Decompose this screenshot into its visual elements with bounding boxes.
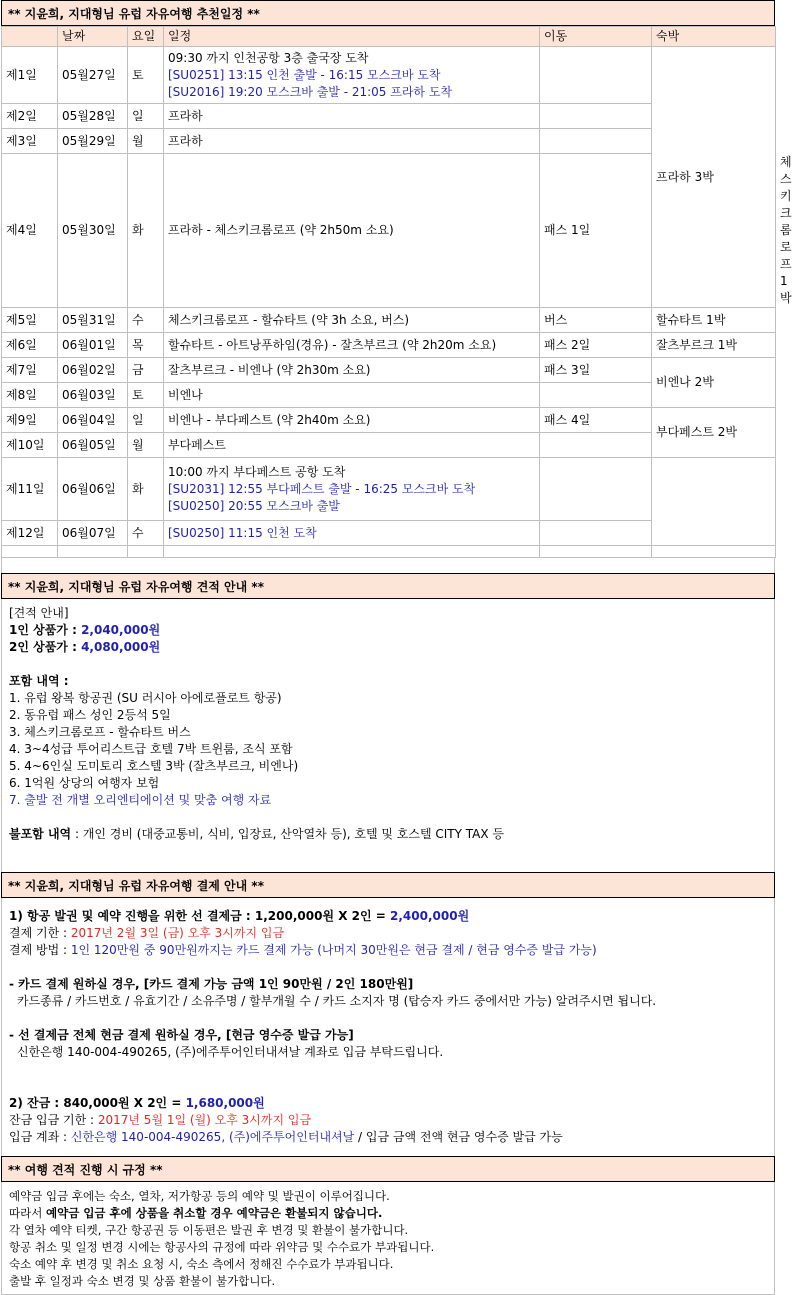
weekday-cell: 금 <box>128 358 164 383</box>
included-item: 6. 1억원 상당의 여행자 보험 <box>9 776 160 790</box>
itinerary-cell <box>164 308 540 333</box>
itinerary-cell <box>164 358 540 383</box>
rule-line: 각 열차 예약 티켓, 구간 항공권 등 이동편은 발권 후 변경 및 환불이 불가합니다. <box>9 1223 409 1237</box>
weekday-cell: 목 <box>128 333 164 358</box>
day-cell: 제9일 <box>2 408 58 433</box>
transport-cell: 버스 <box>540 308 652 333</box>
day-cell: 제11일 <box>2 458 58 521</box>
itinerary-line <box>168 481 535 498</box>
date-cell: 06월02일 <box>58 358 128 383</box>
transport-cell: 패스 1일 <box>540 154 652 308</box>
column-header: 숙박 <box>652 27 776 47</box>
itinerary-line: 부다페스트 <box>168 437 226 452</box>
card-payment-text: 카드종류 / 카드번호 / 유효기간 / 소유주명 / 할부개월 수 / 카드 소지자 명 (탑승자 카드 중에서만 가능) 알려주시면 됩니다. <box>17 994 657 1008</box>
column-header: 일정 <box>164 27 540 47</box>
itinerary-cell <box>164 521 540 546</box>
rules-section <box>1 1182 775 1295</box>
itinerary-line: 잘츠부르크 - 비엔나 (약 2h30m 소요) <box>168 362 371 377</box>
schedule-row <box>2 408 776 433</box>
spacer <box>1 558 775 573</box>
flight-code: [SU0250] <box>168 498 225 513</box>
empty-cell <box>164 546 540 558</box>
itinerary-line <box>168 525 535 542</box>
price-2: 2인 상품가 : 4,080,000원 <box>9 640 161 654</box>
payment-section <box>1 898 775 1156</box>
transport-cell: 패스 4일 <box>540 408 652 433</box>
weekday-cell: 토 <box>128 383 164 408</box>
day-cell: 제2일 <box>2 104 58 129</box>
included-item: 3. 체스키크롬로프 - 할슈타트 버스 <box>9 725 191 739</box>
weekday-cell: 월 <box>128 129 164 154</box>
date-cell: 06월01일 <box>58 333 128 358</box>
weekday-cell: 수 <box>128 521 164 546</box>
day-cell: 제1일 <box>2 47 58 104</box>
day-cell: 제3일 <box>2 129 58 154</box>
stay-cell: 비엔나 2박 <box>652 358 776 408</box>
quote-heading: [견적 안내] <box>9 606 69 620</box>
weekday-cell: 월 <box>128 433 164 458</box>
price-1: 1인 상품가 : 2,040,000원 <box>9 623 161 637</box>
included-item: 2. 동유럽 패스 성인 2등석 5일 <box>9 708 171 722</box>
itinerary-line <box>168 67 535 84</box>
rule-line: 출발 후 일정과 숙소 변경 및 상품 환불이 불가합니다. <box>9 1274 276 1288</box>
payment-deadline-2: 잔금 입금 기한 : 2017년 5월 1일 (월) 오후 3시까지 입금 <box>9 1113 312 1127</box>
stay-cell: 프라하 3박 <box>652 47 776 308</box>
day-cell: 제6일 <box>2 333 58 358</box>
itinerary-line <box>168 498 535 515</box>
cash-payment-title: - 선 결제금 전체 현금 결제 원하실 경우, [현금 영수증 발급 가능] <box>9 1028 354 1042</box>
transport-cell <box>540 104 652 129</box>
date-cell: 05월30일 <box>58 154 128 308</box>
itinerary-line: 프라하 <box>168 108 203 123</box>
date-cell: 06월06일 <box>58 458 128 521</box>
flight-code: [SU0251] <box>168 67 225 82</box>
transport-cell <box>540 433 652 458</box>
included-list <box>9 690 767 792</box>
itinerary-cell <box>164 47 540 104</box>
included-item: 5. 4~6인실 도미토리 호스텔 3박 (잘츠부르크, 비엔나) <box>9 759 299 773</box>
rule-line: 숙소 예약 후 변경 및 취소 요청 시, 숙소 측에서 정해진 수수료가 부과됩니다. <box>9 1257 394 1271</box>
schedule-table <box>1 26 792 558</box>
weekday-cell: 일 <box>128 104 164 129</box>
itinerary-line: 프라하 <box>168 133 203 148</box>
transport-cell <box>540 129 652 154</box>
payment-method: 결제 방법 : 1인 120만원 중 90만원까지는 카드 결제 가능 (나머지 30만원은 현금 결제 / 현금 영수증 발급 가능) <box>9 943 597 957</box>
transport-cell <box>540 383 652 408</box>
weekday-cell: 토 <box>128 47 164 104</box>
schedule-row <box>2 358 776 383</box>
itinerary-line: 비엔나 <box>168 387 203 402</box>
card-payment-title: - 카드 결제 원하실 경우, [카드 결제 가능 금액 1인 90만원 / 2인 180만원] <box>9 977 414 991</box>
transport-cell <box>540 47 652 104</box>
stay-cell: 부다페스트 2박 <box>652 408 776 458</box>
empty-cell <box>128 546 164 558</box>
date-cell: 06월03일 <box>58 383 128 408</box>
schedule-row <box>2 333 776 358</box>
day-cell: 제10일 <box>2 433 58 458</box>
schedule-header-row <box>2 27 776 47</box>
transport-cell: 패스 2일 <box>540 333 652 358</box>
itinerary-line: 할슈타트 - 아트낭푸하임(경유) - 잘츠부르크 (약 2h20m 소요) <box>168 337 497 352</box>
weekday-cell: 일 <box>128 408 164 433</box>
stay-cell <box>652 458 776 546</box>
transport-cell: 패스 3일 <box>540 358 652 383</box>
date-cell: 05월29일 <box>58 129 128 154</box>
cash-payment-text: 신한은행 140-004-490265, (주)에주투어인터내셔날 계좌로 입금 부탁드립니다. <box>17 1045 444 1059</box>
day-cell: 제8일 <box>2 383 58 408</box>
itinerary-line: 체스키크롬로프 - 할슈타트 (약 3h 소요, 버스) <box>168 312 410 327</box>
flight-detail: 11:15 인천 도착 <box>224 525 317 540</box>
stay-cell: 잘츠부르크 1박 <box>652 333 776 358</box>
rule-line: 따라서 예약금 입금 후에 상품을 취소할 경우 예약금은 환불되지 않습니다. <box>9 1206 383 1220</box>
weekday-cell: 화 <box>128 458 164 521</box>
itinerary-cell <box>164 408 540 433</box>
payment-step-2: 2) 잔금 : 840,000원 X 2인 = 1,680,000원 <box>9 1096 265 1110</box>
quote-title: ** 지윤희, 지대형님 유럽 자유여행 견적 안내 ** <box>1 573 775 599</box>
date-cell: 05월28일 <box>58 104 128 129</box>
document <box>1 0 792 1295</box>
weekday-cell: 수 <box>128 308 164 333</box>
itinerary-line: 09:30 까지 인천공항 3층 출국장 도착 <box>168 50 369 65</box>
day-cell: 제5일 <box>2 308 58 333</box>
itinerary-cell <box>164 154 540 308</box>
itinerary-cell <box>164 104 540 129</box>
included-title: 포함 내역 : <box>9 674 69 688</box>
schedule-row <box>2 47 776 104</box>
empty-cell <box>2 546 58 558</box>
column-header <box>2 27 58 47</box>
schedule-row <box>2 308 776 333</box>
date-cell: 05월31일 <box>58 308 128 333</box>
column-header: 이동 <box>540 27 652 47</box>
schedule-title: ** 지윤희, 지대형님 유럽 자유여행 추천일정 ** <box>1 0 775 26</box>
transport-cell <box>540 521 652 546</box>
flight-detail: 20:55 모스크바 출발 <box>224 498 340 513</box>
flight-detail: 13:15 인천 출발 - 16:15 모스크바 도착 <box>224 67 441 82</box>
flight-detail: 19:20 모스크바 출발 - 21:05 프라하 도착 <box>224 84 453 99</box>
flight-code: [SU2016] <box>168 84 225 99</box>
rule-line: 항공 취소 및 일정 변경 시에는 항공사의 규정에 따라 위약금 및 수수료가 부과됩니다. <box>9 1240 435 1254</box>
schedule-row: 제4일 05월30일 화 프라하 - 체스키크롬로프 (약 2h50m 소요) 패스 1일 체스키크롬로프 1박 <box>2 154 776 308</box>
date-cell: 06월05일 <box>58 433 128 458</box>
rules-title: ** 여행 견적 진행 시 규정 ** <box>1 1156 775 1182</box>
itinerary-line: 10:00 까지 부다페스트 공항 도착 <box>168 464 346 479</box>
itinerary-cell <box>164 433 540 458</box>
payment-step-1: 1) 항공 발권 및 예약 진행을 위한 선 결제금 : 1,200,000원 X 2인 = 2,400,000원 <box>9 909 470 923</box>
itinerary-cell <box>164 383 540 408</box>
stay-cell: 할슈타트 1박 <box>652 308 776 333</box>
payment-title: ** 지윤희, 지대형님 유럽 자유여행 결제 안내 ** <box>1 872 775 898</box>
day-cell: 제4일 <box>2 154 58 308</box>
flight-code: [SU2031] <box>168 481 225 496</box>
date-cell: 05월27일 <box>58 47 128 104</box>
included-item: 1. 유럽 왕복 항공권 (SU 러시아 아에로플로트 항공) <box>9 691 282 705</box>
quote-section <box>1 599 775 872</box>
included-item: 4. 3~4성급 투어리스트급 호텔 7박 트윈룸, 조식 포함 <box>9 742 293 756</box>
itinerary-cell <box>164 458 540 521</box>
itinerary-line: 비엔나 - 부다페스트 (약 2h40m 소요) <box>168 412 371 427</box>
day-cell: 제12일 <box>2 521 58 546</box>
transport-cell <box>540 458 652 521</box>
flight-detail: 12:55 부다페스트 출발 - 16:25 모스크바 도착 <box>224 481 476 496</box>
day-cell: 제7일 <box>2 358 58 383</box>
itinerary-cell <box>164 129 540 154</box>
rule-line: 예약금 입금 후에는 숙소, 열차, 저가항공 등의 예약 및 발권이 이루어집니다. <box>9 1189 390 1203</box>
itinerary-line: 프라하 - 체스키크롬로프 (약 2h50m 소요) <box>168 223 394 237</box>
payment-account: 입금 계좌 : 신한은행 140-004-490265, (주)에주투어인터내셔날 / 입금 금액 전액 현금 영수증 발급 가능 <box>9 1130 563 1144</box>
empty-cell <box>58 546 128 558</box>
itinerary-line <box>168 84 535 101</box>
weekday-cell: 화 <box>128 154 164 308</box>
column-header: 날짜 <box>58 27 128 47</box>
itinerary-cell <box>164 333 540 358</box>
payment-deadline-1: 결제 기한 : 2017년 2월 3일 (금) 오후 3시까지 입금 <box>9 926 285 940</box>
empty-cell <box>652 546 776 558</box>
column-header: 요일 <box>128 27 164 47</box>
date-cell: 06월04일 <box>58 408 128 433</box>
empty-cell <box>540 546 652 558</box>
included-item-7: 7. 출발 전 개별 오리엔티에이션 및 맞춤 여행 자료 <box>9 793 272 807</box>
excluded-line: 불포함 내역 : 개인 경비 (대중교통비, 식비, 입장료, 산악열차 등), 호텔 및 호스텔 CITY TAX 등 <box>9 827 505 841</box>
schedule-row <box>2 458 776 521</box>
date-cell: 06월07일 <box>58 521 128 546</box>
schedule-empty-row <box>2 546 776 558</box>
flight-code: [SU0250] <box>168 525 225 540</box>
